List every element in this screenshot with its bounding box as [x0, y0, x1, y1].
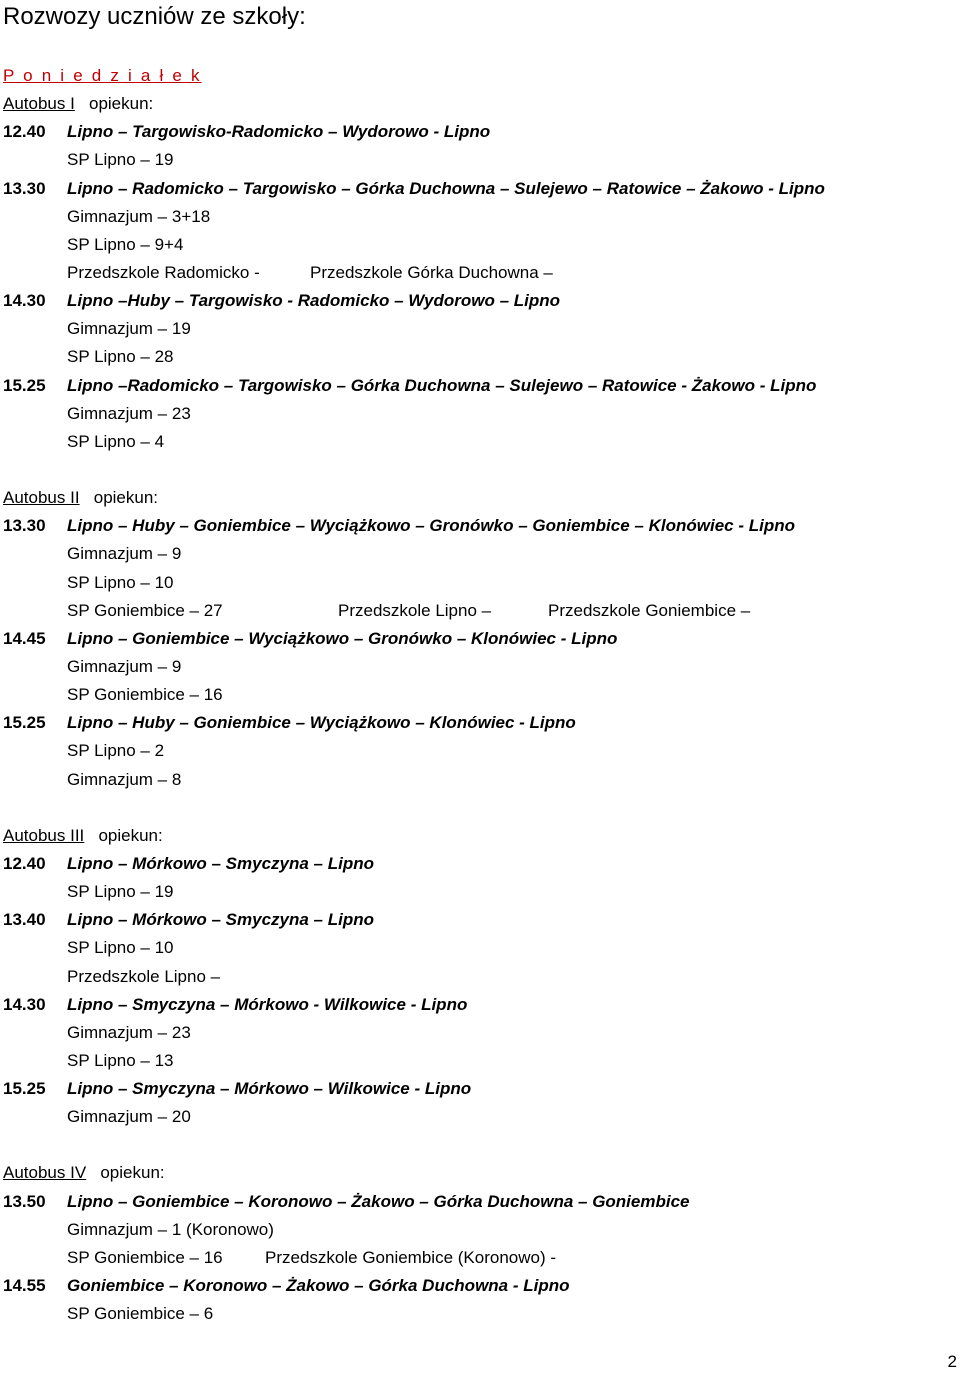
route-path: Lipno – Goniembice – Wyciążkowo – Gronówko – Klonówiec - Lipno: [67, 628, 618, 648]
passenger-count: SP Lipno – 28: [67, 347, 174, 367]
passenger-line: [0, 259, 960, 287]
route-line: [0, 118, 960, 146]
route-path: Lipno – Goniembice – Koronowo – Żakowo – Górka Duchowna – Goniembice: [67, 1191, 690, 1211]
passenger-line: [0, 878, 960, 906]
route-path: Lipno – Huby – Goniembice – Wyciążkowo – Gronówko – Goniembice – Klonówiec - Lipno: [67, 516, 795, 536]
passenger-count: Gimnazjum – 3+18: [67, 206, 211, 226]
passenger-line: [0, 146, 960, 174]
passenger-line: [0, 1244, 960, 1272]
passenger-line: [0, 343, 960, 371]
bus-label: Autobus II: [3, 488, 80, 508]
route-time: 12.40: [3, 122, 46, 142]
route-time: 15.25: [3, 1079, 46, 1099]
passenger-count: Gimnazjum – 9: [67, 544, 182, 564]
route-line: [0, 906, 960, 934]
route-time: 13.50: [3, 1191, 46, 1211]
passenger-line: [0, 1216, 960, 1244]
route-path: Lipno –Huby – Targowisko - Radomicko – Wydorowo – Lipno: [67, 291, 561, 311]
passenger-line: [0, 315, 960, 343]
passenger-line: [0, 569, 960, 597]
page-number: 2: [947, 1352, 957, 1371]
passenger-line: [0, 963, 960, 991]
passenger-count: Gimnazjum – 23: [67, 403, 191, 423]
route-line: [0, 287, 960, 315]
route-time: 12.40: [3, 853, 46, 873]
route-path: Lipno – Mórkowo – Smyczyna – Lipno: [67, 853, 374, 873]
route-path: Goniembice – Koronowo – Żakowo – Górka Duchowna - Lipno: [67, 1276, 570, 1296]
route-path: Lipno – Targowisko-Radomicko – Wydorowo - Lipno: [67, 122, 491, 142]
passenger-count: SP Lipno – 2: [67, 741, 165, 761]
schedule-document: [0, 62, 960, 1328]
route-line: [0, 625, 960, 653]
passenger-line: [0, 231, 960, 259]
passenger-count: Przedszkole Goniembice –: [548, 600, 751, 620]
route-line: [0, 850, 960, 878]
passenger-count: Gimnazjum – 23: [67, 1022, 191, 1042]
route-path: Lipno – Mórkowo – Smyczyna – Lipno: [67, 910, 374, 930]
passenger-line: [0, 203, 960, 231]
passenger-count: SP Goniembice – 27: [67, 600, 223, 620]
page-title: Rozwozy uczniów ze szkoły:: [3, 3, 306, 30]
route-time: 15.25: [3, 375, 46, 395]
spacer: [0, 456, 960, 484]
route-time: 14.55: [3, 1276, 46, 1296]
bus-heading: [0, 90, 960, 118]
passenger-line: [0, 540, 960, 568]
route-line: [0, 1188, 960, 1216]
route-path: Lipno – Radomicko – Targowisko – Górka Duchowna – Sulejewo – Ratowice – Żakowo - Lipno: [67, 178, 825, 198]
spacer: [0, 1131, 960, 1159]
passenger-count: SP Goniembice – 6: [67, 1304, 214, 1324]
passenger-count: SP Lipno – 10: [67, 938, 174, 958]
passenger-count: Gimnazjum – 8: [67, 769, 182, 789]
route-time: 13.30: [3, 516, 46, 536]
route-path: Lipno – Huby – Goniembice – Wyciążkowo – Klonówiec - Lipno: [67, 713, 576, 733]
route-time: 14.30: [3, 994, 46, 1014]
route-path: Lipno – Smyczyna – Mórkowo – Wilkowice - Lipno: [67, 1079, 472, 1099]
bus-heading: [0, 1159, 960, 1187]
guardian-label: opiekun:: [89, 94, 154, 114]
passenger-line: [0, 653, 960, 681]
passenger-count: SP Lipno – 9+4: [67, 234, 184, 254]
route-time: 14.30: [3, 291, 46, 311]
bus-heading: [0, 484, 960, 512]
route-time: 13.30: [3, 178, 46, 198]
route-path: Lipno –Radomicko – Targowisko – Górka Duchowna – Sulejewo – Ratowice - Żakowo - Lipno: [67, 375, 817, 395]
passenger-line: [0, 400, 960, 428]
route-time: 13.40: [3, 910, 46, 930]
passenger-count: SP Lipno – 19: [67, 882, 174, 902]
passenger-count: Przedszkole Goniembice (Koronowo) -: [265, 1247, 557, 1267]
guardian-label: opiekun:: [93, 488, 159, 508]
passenger-line: [0, 737, 960, 765]
passenger-count: Gimnazjum – 9: [67, 656, 182, 676]
route-line: [0, 709, 960, 737]
passenger-count: SP Goniembice – 16: [67, 685, 223, 705]
passenger-count: SP Lipno – 19: [67, 150, 174, 170]
passenger-count: Gimnazjum – 20: [67, 1107, 191, 1127]
passenger-line: [0, 597, 960, 625]
spacer: [0, 794, 960, 822]
passenger-count: SP Lipno – 10: [67, 572, 174, 592]
passenger-count: Gimnazjum – 1 (Koronowo): [67, 1219, 274, 1239]
day-heading: P o n i e d z i a ł e k: [3, 66, 202, 85]
route-line: [0, 991, 960, 1019]
route-time: 15.25: [3, 713, 46, 733]
passenger-count: Gimnazjum – 19: [67, 319, 191, 339]
passenger-count: Przedszkole Górka Duchowna –: [310, 262, 553, 282]
route-line: [0, 1075, 960, 1103]
passenger-count: SP Lipno – 13: [67, 1050, 174, 1070]
passenger-line: [0, 1103, 960, 1131]
passenger-count: SP Lipno – 4: [67, 431, 165, 451]
passenger-line: [0, 1300, 960, 1328]
route-line: [0, 1272, 960, 1300]
passenger-line: [0, 766, 960, 794]
guardian-label: opiekun:: [100, 1163, 165, 1183]
passenger-line: [0, 428, 960, 456]
passenger-line: [0, 1047, 960, 1075]
passenger-count: Przedszkole Radomicko -: [67, 262, 260, 282]
passenger-count: SP Goniembice – 16: [67, 1247, 223, 1267]
guardian-label: opiekun:: [98, 825, 163, 845]
route-time: 14.45: [3, 628, 46, 648]
passenger-count: Przedszkole Lipno –: [67, 966, 221, 986]
passenger-line: [0, 1019, 960, 1047]
route-line: [0, 372, 960, 400]
bus-label: Autobus III: [3, 825, 85, 845]
bus-heading: [0, 822, 960, 850]
passenger-line: [0, 934, 960, 962]
route-line: [0, 175, 960, 203]
route-line: [0, 512, 960, 540]
bus-label: Autobus IV: [3, 1163, 87, 1183]
passenger-count: Przedszkole Lipno –: [338, 600, 492, 620]
passenger-line: [0, 681, 960, 709]
route-path: Lipno – Smyczyna – Mórkowo - Wilkowice - Lipno: [67, 994, 468, 1014]
bus-label: Autobus I: [3, 94, 75, 114]
